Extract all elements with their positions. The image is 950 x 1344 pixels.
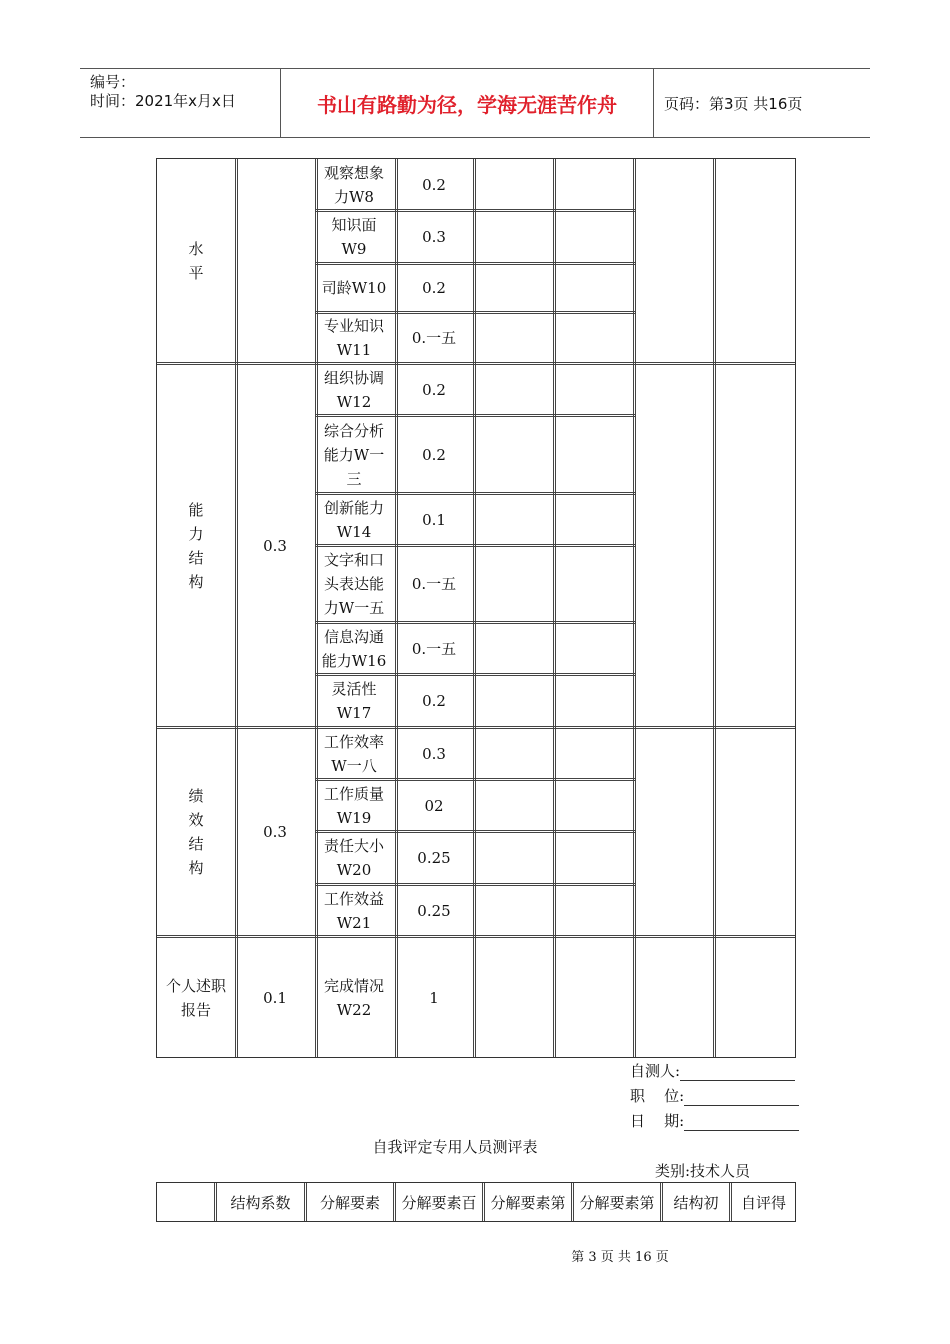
item-weight: 0.2 (422, 380, 446, 399)
item-weight: 0.1 (422, 510, 446, 529)
form-subtitle: 自我评定专用人员测评表 (372, 1138, 538, 1156)
item-label: 信息沟通能力W16 (321, 627, 387, 670)
item-label: 创新能力W14 (323, 498, 384, 541)
group-name: 绩 效 结 构 (188, 787, 204, 877)
date-blank[interactable] (684, 1114, 799, 1131)
date-field: 日 期: (630, 1110, 799, 1131)
item-weight: 0.2 (422, 279, 446, 297)
item-weight: 0.一五 (411, 329, 457, 347)
item-weight: 02 (424, 796, 444, 815)
header-cell: 分解要素第 (485, 1183, 574, 1221)
group-name-cell (157, 938, 235, 1057)
item-weight: 0.3 (422, 744, 446, 763)
document-number-label: 编号： (90, 73, 136, 91)
header-page-info: 页码：第3页 共16页 (664, 94, 803, 113)
item-label: 综合分析能力W一三 (323, 421, 385, 488)
header-cell: 分解要素第 (574, 1183, 663, 1221)
tester-field: 自测人: (630, 1060, 795, 1081)
item-label: 专业知识W11 (323, 317, 384, 359)
group-name-cell (157, 159, 235, 362)
group-name: 个人述职报告 (166, 976, 227, 1019)
item-label: 观察想象力W8 (323, 164, 384, 206)
item-weight: 0.3 (422, 228, 446, 246)
group-name-cell (157, 365, 235, 726)
table-column-divider (473, 159, 476, 1057)
header-meta (80, 69, 281, 137)
page-footer: 第 3 页 共 16 页 (571, 1250, 669, 1265)
header-cell: 分解要素 (307, 1183, 396, 1221)
header-cell: 分解要素百 (396, 1183, 485, 1221)
table-column-divider (553, 159, 556, 1057)
item-label: 司龄W10 (321, 279, 387, 297)
tester-blank[interactable] (680, 1064, 795, 1081)
group-weight: 0.3 (263, 536, 287, 555)
item-weight: 0.2 (422, 445, 446, 464)
group-name: 能 力 结 构 (188, 500, 204, 591)
group-name: 水 平 (188, 239, 204, 282)
item-weight: 1 (429, 988, 439, 1007)
item-weight: 0.25 (417, 901, 451, 920)
page-header (80, 68, 870, 138)
item-label: 工作质量W19 (323, 784, 384, 827)
item-label: 灵活性W17 (331, 680, 377, 722)
evaluation-table (156, 158, 796, 1058)
item-label: 完成情况W22 (323, 976, 384, 1019)
group-weight: 0.1 (263, 988, 287, 1007)
item-label: 责任大小W20 (323, 837, 384, 879)
group-name-cell (157, 729, 235, 935)
form-category: 类别:技术人员 (655, 1162, 751, 1180)
item-label: 工作效益W21 (323, 889, 384, 932)
item-weight: 0.一五 (411, 639, 457, 658)
item-weight: 0.2 (422, 176, 446, 194)
item-label: 工作效率W一八 (323, 732, 384, 775)
document-date: 时间：2021年x月x日 (90, 92, 236, 110)
header-cell: 结构初 (663, 1183, 732, 1221)
group-weight: 0.3 (263, 823, 287, 841)
header-cell: 自评得 (740, 1193, 786, 1212)
item-weight: 0.2 (422, 692, 446, 710)
header-motto: 书山有路勤为径，学海无涯苦作舟 (281, 69, 654, 137)
position-field: 职 位: (630, 1085, 799, 1106)
item-label: 知识面W9 (331, 216, 377, 258)
position-blank[interactable] (684, 1089, 799, 1106)
header-cell: 结构系数 (217, 1183, 307, 1221)
item-label: 文字和口头表达能力W一五 (323, 551, 385, 617)
second-table-header (156, 1182, 796, 1222)
table-column-divider (633, 159, 636, 1057)
header-cell (157, 1183, 217, 1221)
item-weight: 0.25 (417, 849, 451, 867)
item-label: 组织协调W12 (323, 368, 384, 411)
table-column-divider (713, 159, 716, 1057)
item-weight: 0.一五 (411, 575, 457, 593)
